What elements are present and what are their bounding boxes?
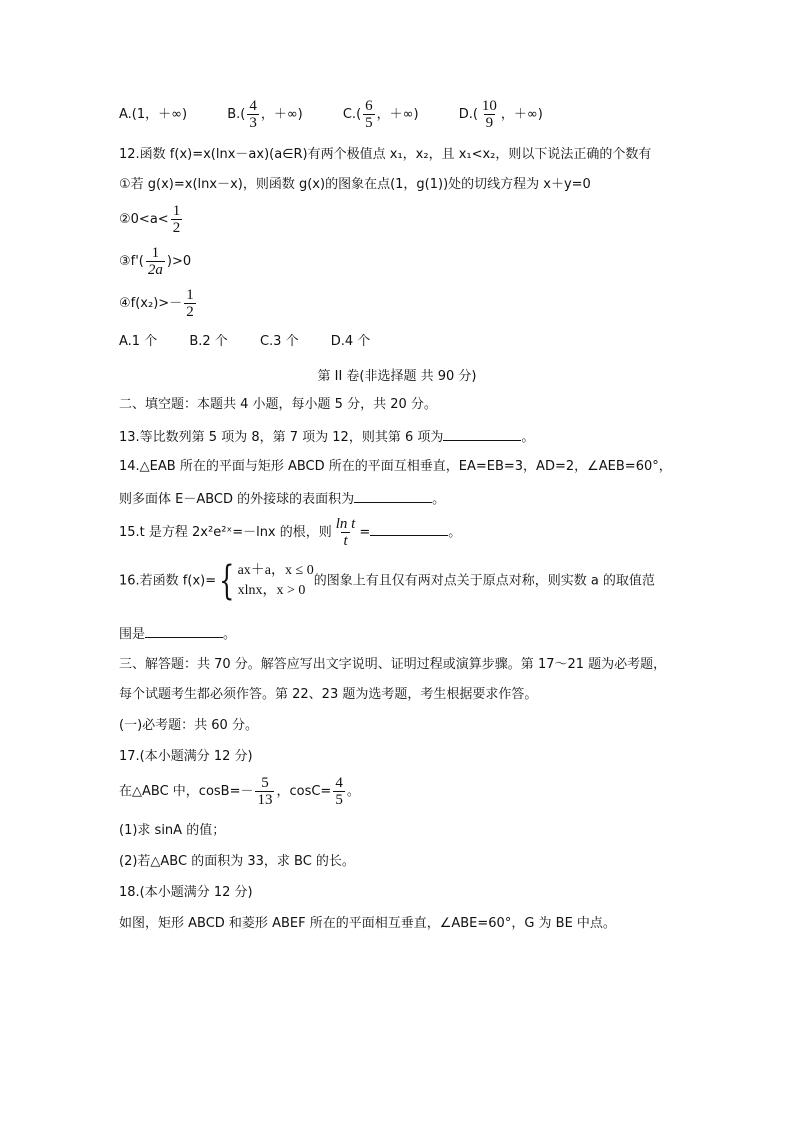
answer-section-header-2: 每个试题考生都必须作答。第 22、23 题为选考题，考生根据要求作答。 [119,687,538,702]
fraction: $\frac{5}{13}$ [257,775,273,808]
required-header: (一)必考题：共 60 分。 [119,718,258,733]
fraction: $\frac{\text{ln t}}{t}$ [335,516,356,549]
fraction: $\frac{6}{5}$ [365,98,373,131]
q14-line-2: 则多面体 E－ABCD 的外接球的表面积为 。 [119,489,445,509]
q12-statement-1: ①若 g(x)=x(lnx－x)，则函数 g(x)的图象在点(1，g(1))处的切线方程为 x＋y=0 [119,177,591,192]
piecewise-cases: ax＋a，x ≤ 0 xlnx，x > 0 [237,563,314,598]
answer-blank [443,427,521,441]
section-2-title: 第 II 卷(非选择题 共 90 分) [317,369,477,384]
q12-option-d: D.4 个 [330,334,371,349]
fraction: $\frac{1}{2}$ [186,287,194,320]
q13: 13.等比数列第 5 项为 8，第 7 项为 12，则其第 6 项为 。 [119,427,534,447]
fraction: $\frac{10}{9}$ [481,98,497,131]
q18-text: 如图，矩形 ABCD 和菱形 ABEF 所在的平面相互垂直，∠ABE=60°，G 为 BE 中点。 [119,916,616,931]
answer-blank [145,624,223,638]
q12-statement-4: ④f(x₂)>－ $\frac{1}{2}$ [119,287,194,320]
answer-blank [354,489,432,503]
q17-part-1: (1)求 sinA 的值； [119,823,226,838]
q11-option-b: B.( $\frac{4}{3}$ ，＋∞) [227,98,303,131]
answer-blank [370,522,448,536]
fraction: $\frac{1}{2a}$ [147,245,163,278]
q12-statement-3: ③f'( $\frac{1}{2a}$ )>0 [119,245,192,278]
q11-option-d: D.( $\frac{10}{9}$ ，＋∞) [458,98,543,131]
q16-line-2: 围是 。 [119,624,236,644]
fill-in-header: 二、填空题：本题共 4 小题，每小题 5 分，共 20 分。 [119,397,437,412]
q11-options [119,98,543,131]
q17-title: 17.(本小题满分 12 分) [119,749,253,764]
q17-given: 在△ABC 中，cosB=－ $\frac{5}{13}$ ，cosC= $\frac{4}{5}$ 。 [119,775,360,808]
answer-section-header-1: 三、解答题：共 70 分。解答应写出文字说明、证明过程或演算步骤。第 17～21 题为必考题， [119,657,667,672]
q11-option-a: A.(1，＋∞) [119,107,188,122]
q15: 15.t 是方程 2x²e²ˣ=－lnx 的根，则 $\frac{\text{ln t}}{t}$ = 。 [119,516,462,549]
q16-line-1: 16.若函数 f(x)={ ax＋a，x ≤ 0 xlnx，x > 0 的图象上有且仅有两对点关于原点对称，则实数 a 的取值范 [119,558,655,604]
fraction: $\frac{1}{2}$ [172,203,181,236]
left-brace-icon: { [219,558,235,604]
q18-title: 18.(本小题满分 12 分) [119,885,253,900]
q12-options [119,333,370,351]
q11-option-c: C.( $\frac{6}{5}$ ，＋∞) [342,98,419,131]
q12-option-a: A.1 个 [119,334,158,349]
q12-statement-2: ②0<a< $\frac{1}{2}$ [119,203,181,236]
q17-part-2: (2)若△ABC 的面积为 33，求 BC 的长。 [119,854,355,869]
q14-line-1: 14.△EAB 所在的平面与矩形 ABCD 所在的平面互相垂直，EA=EB=3，AD=2，∠AEB=60°， [119,459,672,474]
q12-option-b: B.2 个 [189,334,228,349]
fraction: $\frac{4}{5}$ [335,775,343,808]
q12-stem: 12.函数 f(x)=x(lnx－ax)(a∈R)有两个极值点 x₁，x₂，且 x₁<x₂，则以下说法正确的个数有 [119,147,652,162]
fraction: $\frac{4}{3}$ [249,98,257,131]
q12-option-c: C.3 个 [259,334,299,349]
